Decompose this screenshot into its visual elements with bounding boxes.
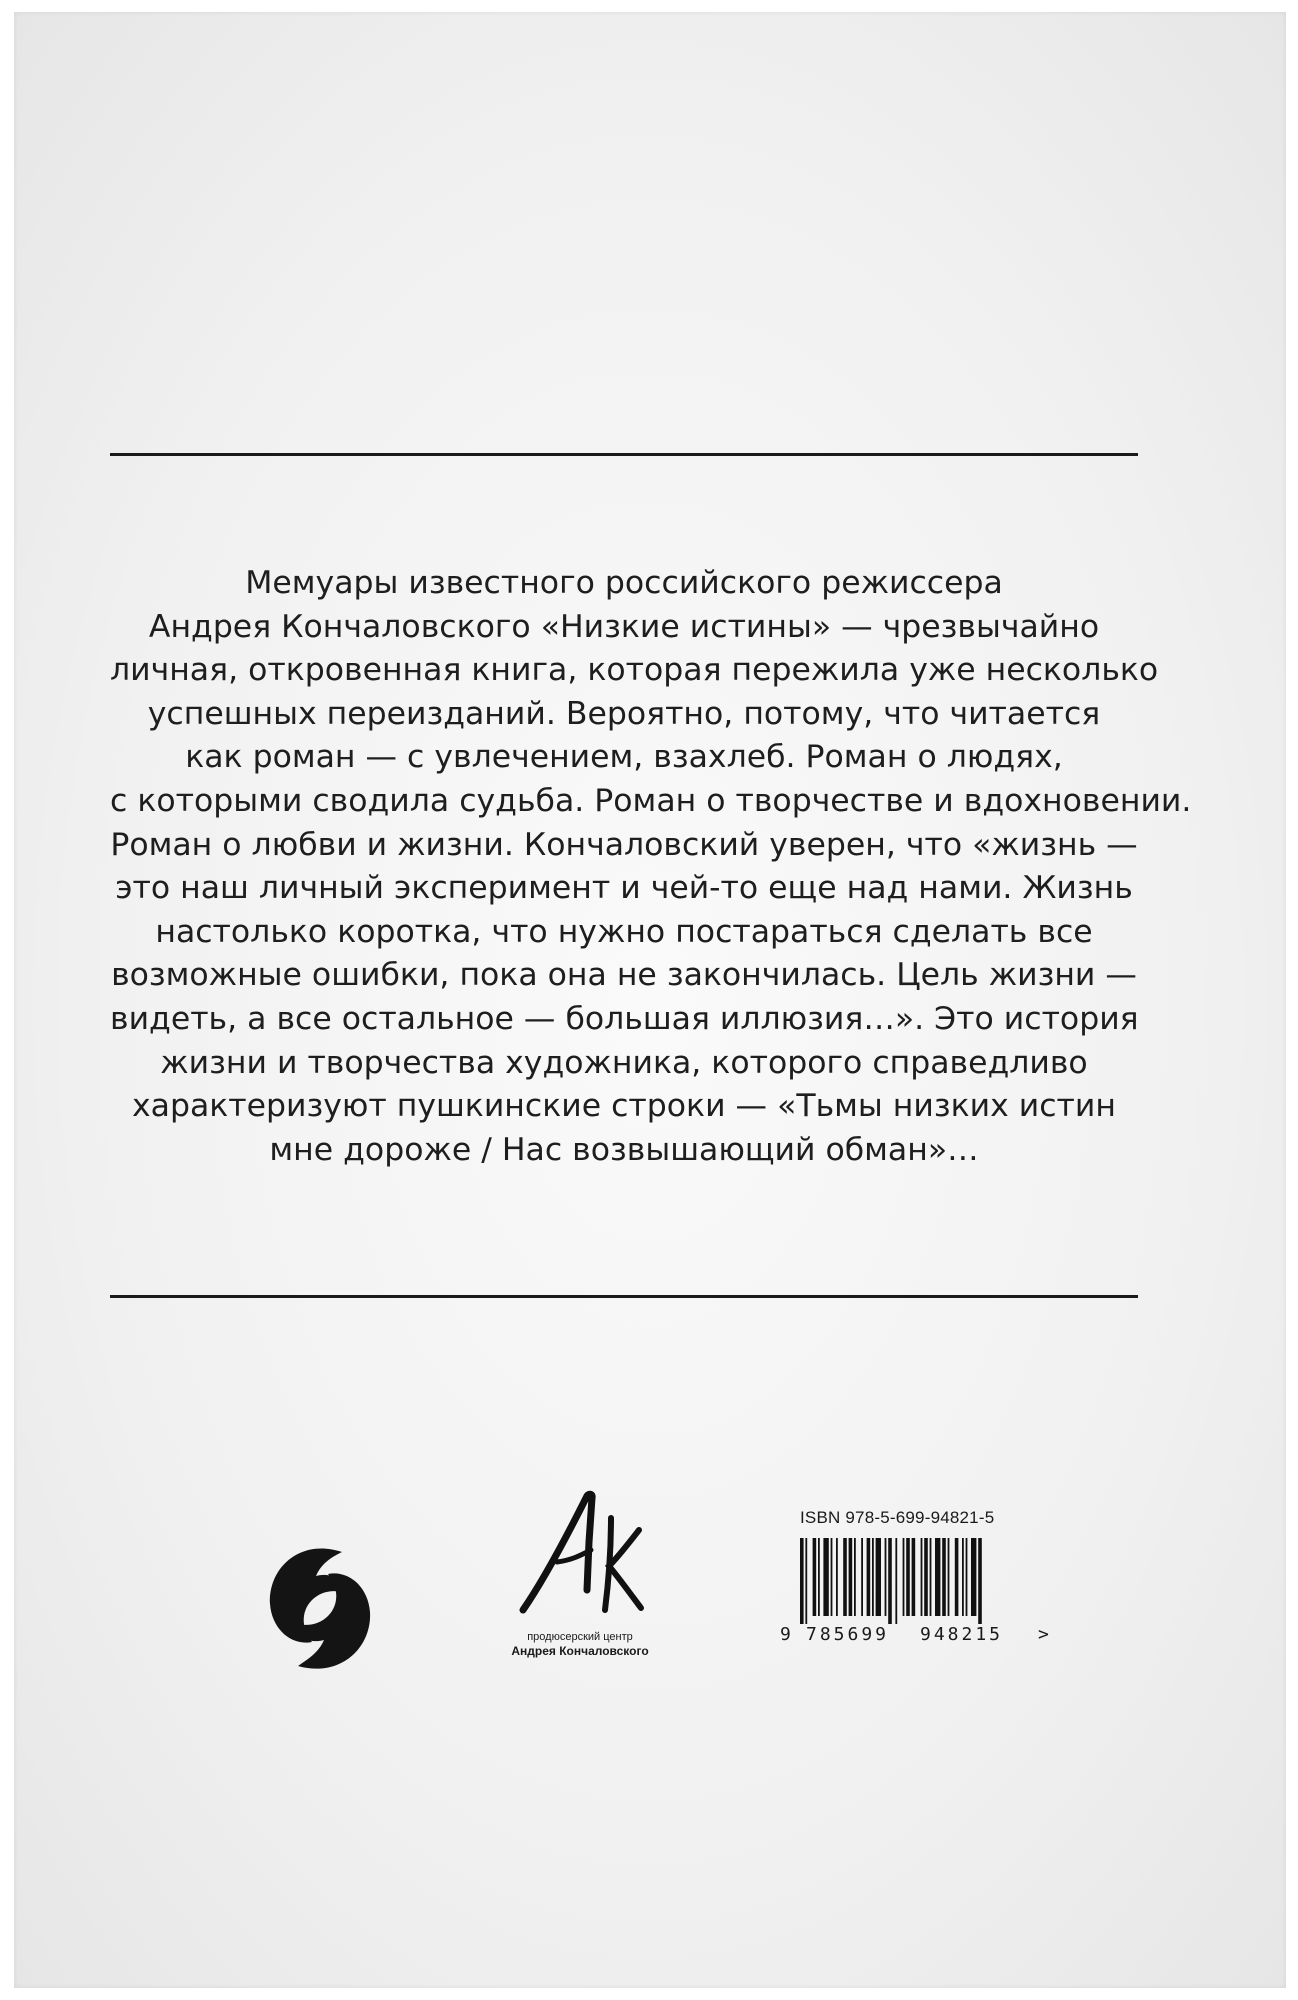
producer-caption-line1: продюсерский центр [527,1631,633,1643]
barcode-bar [942,1538,946,1616]
annotation-text [110,562,1192,1172]
blurb-line: успешных переизданий. Вероятно, потому, что читается [147,695,1101,732]
isbn-barcode [770,1508,1060,1648]
blurb-line: жизни и творчества художника, которого справедливо [160,1044,1088,1081]
blurb-line: личная, откровенная книга, которая пережила уже несколько [110,652,1159,689]
barcode-bar [885,1538,887,1616]
barcode-digit-end: > [1038,1624,1049,1645]
barcode-bar [849,1538,853,1616]
barcode-bar [962,1538,964,1616]
barcode-bar [948,1538,950,1616]
barcode-bar [906,1538,910,1616]
barcode-bar [888,1538,892,1624]
blurb-line: возможные ошибки, пока она не закончилась. Цель жизни — [111,957,1137,994]
barcode-bar [831,1538,833,1616]
barcode-bar [836,1538,838,1616]
barcode-bar [818,1538,820,1616]
barcode-bar [930,1538,932,1616]
blurb-line: характеризуют пушкинские строки — «Тьмы низких истин [132,1088,1116,1125]
barcode-bar [872,1538,874,1616]
blurb-line: мне дороже / Нас возвышающий обман»… [269,1131,979,1168]
barcode-bar [935,1538,940,1616]
barcode-bar [921,1538,923,1616]
barcode-bar [800,1538,804,1624]
barcode-bar [876,1538,881,1616]
blurb-line: настолько коротка, что нужно постараться сделать все [155,913,1093,950]
producer-caption-line2: Андрея Кончаловского [511,1644,649,1658]
blurb-line: видеть, а все остальное — большая иллюзия…». Это история [110,1000,1139,1037]
barcode-bar [978,1538,982,1624]
barcode-digit-group1: 785699 [806,1624,890,1645]
barcode-bar [867,1538,871,1616]
blurb-line: Роман о любви и жизни. Кончаловский уверен, что «жизнь — [110,826,1138,863]
barcode-bar [924,1538,928,1616]
barcode-bar [895,1538,897,1624]
barcode-digit-first: 9 [780,1624,791,1645]
blurb-line: это наш личный эксперимент и чей-то еще над нами. Жизнь [115,870,1133,907]
barcode-bar [854,1538,856,1616]
barcode-bar [955,1538,959,1616]
blurb-line: Андрея Кончаловского «Низкие истины» — чрезвычайно [148,608,1100,645]
barcode-bar [843,1538,847,1616]
blurb-line: с которыми сводила судьба. Роман о творчестве и вдохновении. [110,782,1192,819]
barcode-bar [903,1538,905,1616]
barcode-bar [813,1538,817,1616]
top-divider [110,453,1138,456]
producer-caption [470,1630,690,1659]
barcode-bar [861,1538,863,1616]
producer-center-logo [470,1490,690,1660]
barcode-bar [971,1538,976,1616]
barcode-digit-group2: 948215 [920,1624,1004,1645]
barcode-bar [912,1538,916,1616]
barcode-bar [823,1538,828,1616]
eksmo-logo-icon [260,1538,380,1678]
barcode-bars [800,1538,1028,1624]
bottom-divider [110,1295,1138,1298]
blurb-line: Мемуары известного российского режиссера [245,565,1003,601]
isbn-number: ISBN 978-5-699-94821-5 [800,1508,995,1527]
barcode-bar [966,1538,968,1616]
ak-monogram-icon [515,1490,645,1620]
blurb-line: как роман — с увлечением, взахлеб. Роман о людях, [185,739,1063,776]
barcode-bar [805,1538,807,1624]
